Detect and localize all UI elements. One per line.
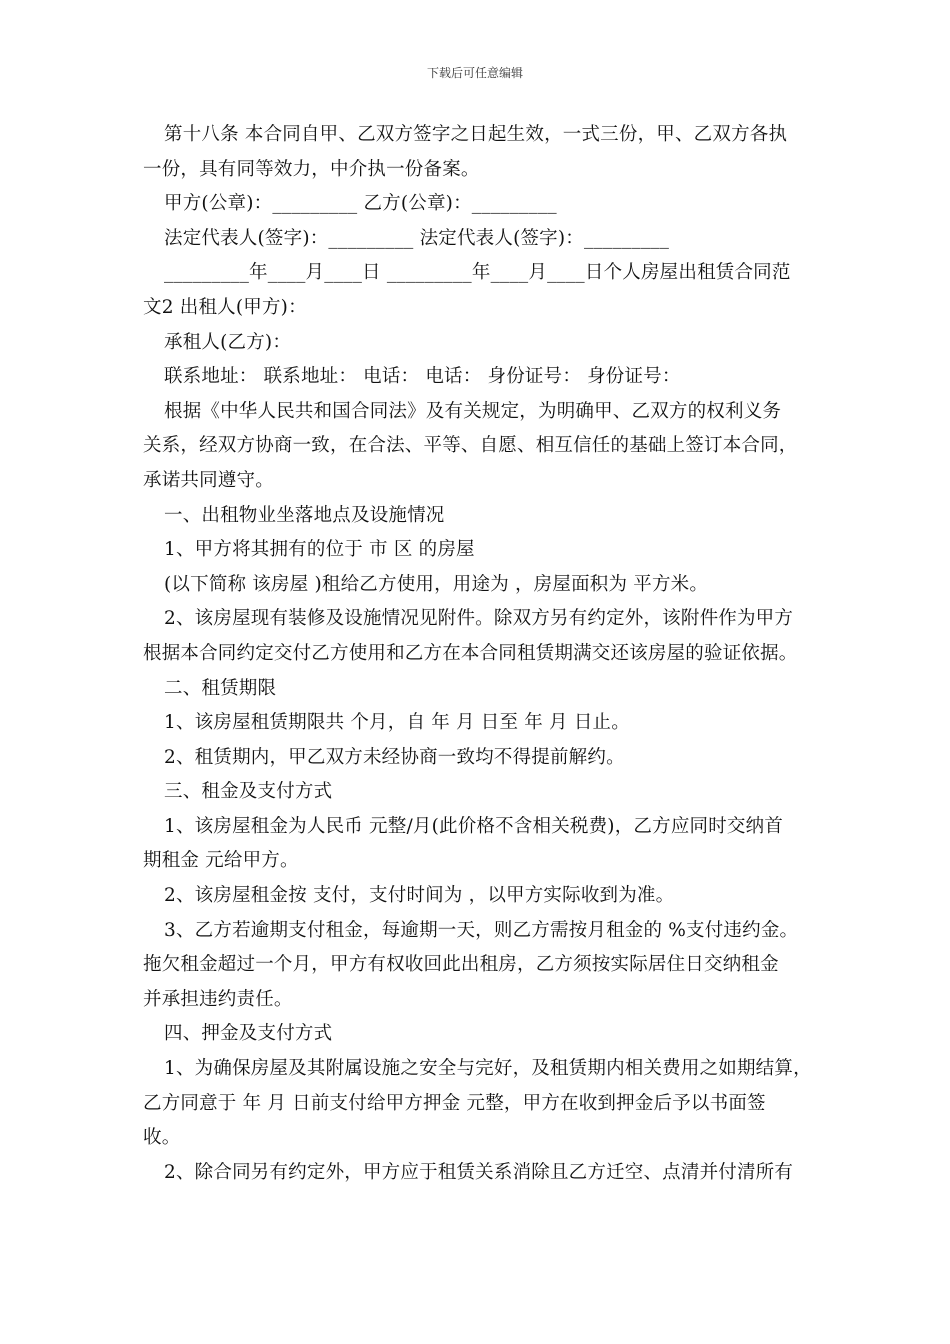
text-line: 关系，经双方协商一致，在合法、平等、自愿、相互信任的基础上签订本合同， [143,435,798,457]
text-line: 文2 出租人(甲方)： [143,296,307,318]
section-heading: 二、租赁期限 [164,677,277,699]
text-line: 2、租赁期内，甲乙双方未经协商一致均不得提前解约。 [164,746,625,768]
text-line: 3、乙方若逾期支付租金，每逾期一天，则乙方需按月租金的 %支付违约金。 [164,919,799,941]
section-heading: 一、出租物业坐落地点及设施情况 [164,504,445,526]
text-line: 根据本合同约定交付乙方使用和乙方在本合同租赁期满交还该房屋的验证依据。 [143,642,798,664]
page-header: 下载后可任意编辑 [426,66,523,80]
text-line: 一份，具有同等效力，中介执一份备案。 [143,158,480,180]
document-body [143,118,815,1190]
text-line: 承诺共同遵守。 [143,469,274,491]
text-line: (以下简称 该房屋 )租给乙方使用，用途为 ，房屋面积为 平方米。 [164,573,709,595]
text-line: 2、除合同另有约定外，甲方应于租赁关系消除且乙方迁空、点清并付清所有 [164,1161,794,1183]
text-line: 收。 [143,1127,181,1149]
text-line: 联系地址： 联系地址： 电话： 电话： 身份证号： 身份证号： [164,366,681,388]
text-line: 法定代表人(签字)：_________ 法定代表人(签字)：_________ [164,227,670,249]
text-line: 1、为确保房屋及其附属设施之安全与完好，及租赁期内相关费用之如期结算， [164,1058,812,1080]
text-line: 乙方同意于 年 月 日前支付给甲方押金 元整，甲方在收到押金后予以书面签 [143,1092,766,1114]
text-line: 1、甲方将其拥有的位于 市 区 的房屋 [164,539,475,561]
text-line: 并承担违约责任。 [143,988,293,1010]
text-line: 2、该房屋现有装修及设施情况见附件。除双方另有约定外，该附件作为甲方 [164,608,794,630]
text-line: 甲方(公章)：_________ 乙方(公章)：_________ [164,193,557,215]
section-heading: 三、租金及支付方式 [164,781,333,803]
text-line: 1、该房屋租金为人民币 元整/月(此价格不含相关税费)，乙方应同时交纳首 [164,815,784,837]
text-line: 2、该房屋租金按 支付，支付时间为 ，以甲方实际收到为准。 [164,885,675,907]
text-line: _________年____月____日 _________年____月____日个人房屋出租赁合同范 [164,262,791,284]
text-line: 第十八条 本合同自甲、乙双方签字之日起生效，一式三份，甲、乙双方各执 [164,124,788,145]
text-line: 1、该房屋租赁期限共 个月，自 年 月 日至 年 月 日止。 [164,712,630,734]
text-line: 期租金 元给甲方。 [143,850,299,872]
section-heading: 四、押金及支付方式 [164,1023,333,1045]
text-line: 拖欠租金超过一个月，甲方有权收回此出租房，乙方须按实际居住日交纳租金 [143,954,779,976]
text-line: 承租人(乙方)： [164,331,292,353]
text-line: 根据《中华人民共和国合同法》及有关规定，为明确甲、乙双方的权利义务 [164,400,782,422]
